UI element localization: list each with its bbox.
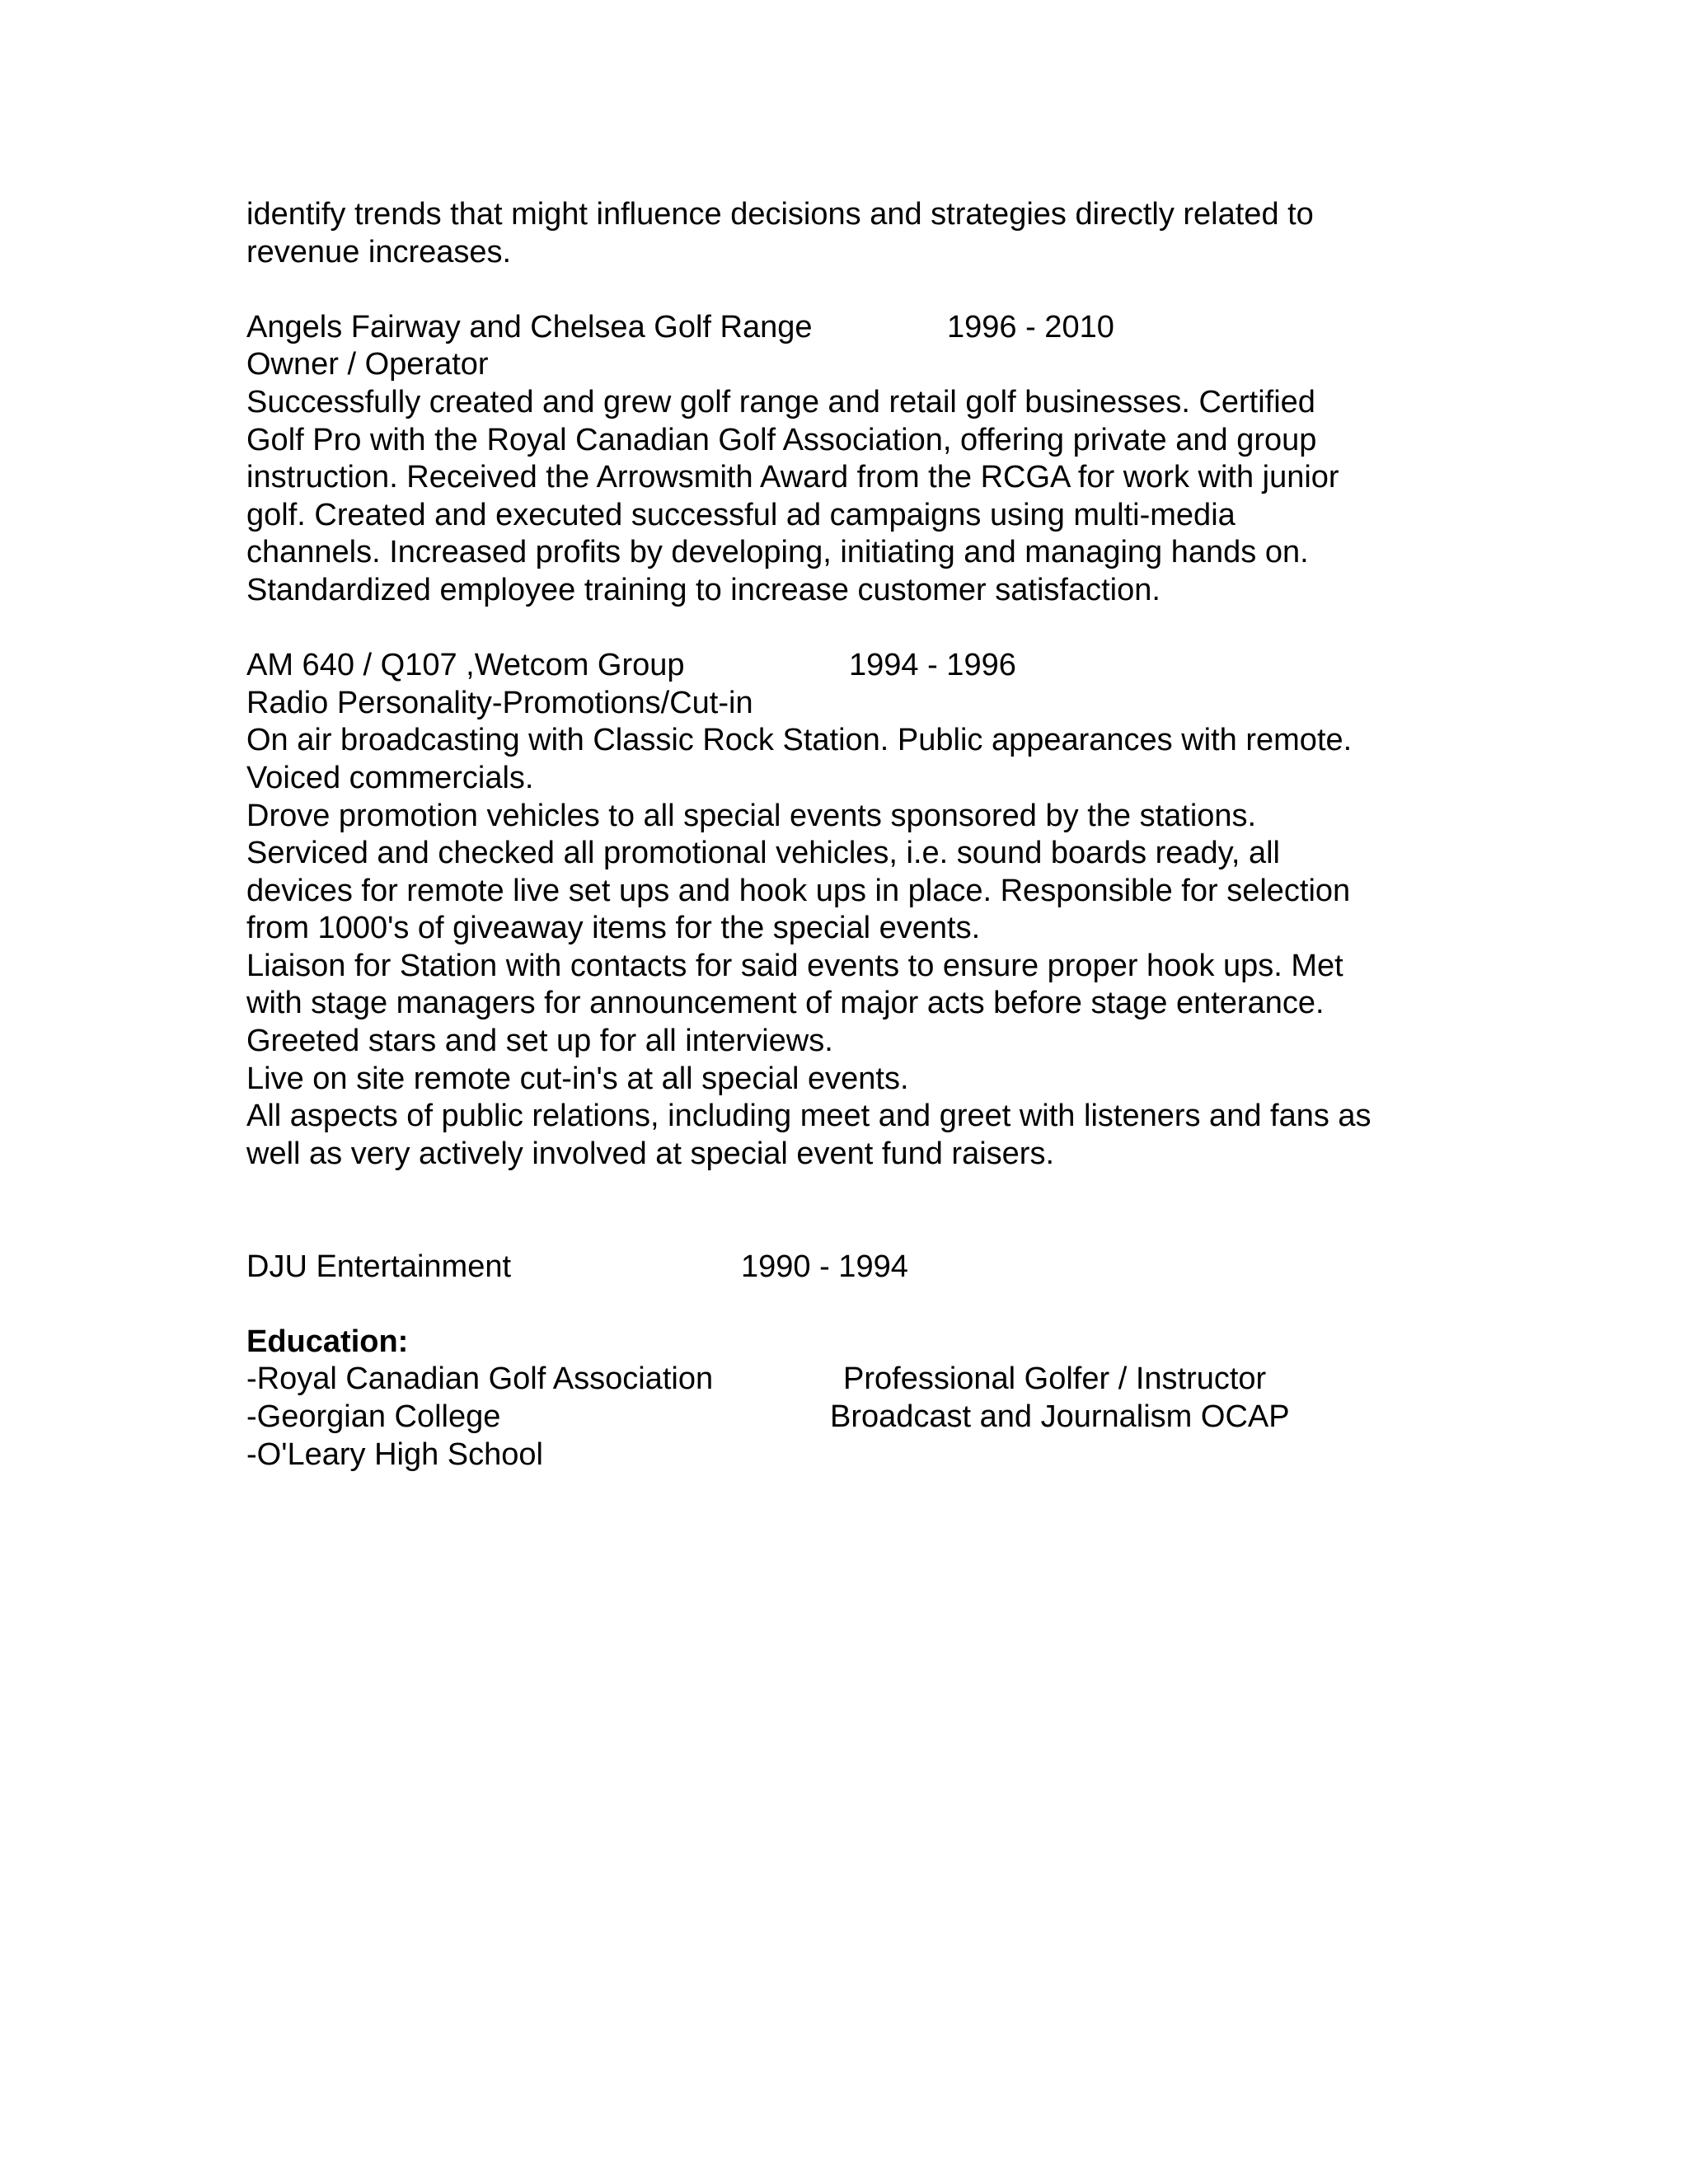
job-entry-dju-entertainment [246, 1249, 1466, 1286]
education-school: -O'Leary High School [246, 1436, 543, 1472]
education-entry [246, 1399, 1466, 1436]
text-line: Golf Pro with the Royal Canadian Golf Association, offering private and group [246, 422, 1317, 457]
text-line: Live on site remote cut-in's at all special events. [246, 1061, 909, 1096]
job-dates: 1994 - 1996 [849, 648, 1016, 683]
job-dates: 1990 - 1994 [741, 1249, 908, 1284]
text-line: revenue increases. [246, 234, 512, 269]
resume-content [246, 196, 1466, 1474]
education-program: Professional Golfer / Instructor [843, 1361, 1267, 1397]
text-line: instruction. Received the Arrowsmith Award from the RCGA for work with junior [246, 460, 1339, 495]
education-entry [246, 1436, 1466, 1474]
education-school: -Royal Canadian Golf Association [246, 1361, 714, 1397]
job-title: Radio Personality-Promotions/Cut-in [246, 685, 753, 720]
text-line: Drove promotion vehicles to all special events sponsored by the stations. [246, 798, 1257, 833]
text-line: Serviced and checked all promotional vehicles, i.e. sound boards ready, all [246, 836, 1280, 871]
text-line: devices for remote live set ups and hook ups in place. Responsible for selection [246, 873, 1351, 908]
text-line: Standardized employee training to increase customer satisfaction. [246, 572, 1160, 607]
job-title: Owner / Operator [246, 347, 489, 382]
text-line: Voiced commercials. [246, 760, 534, 795]
text-line: Greeted stars and set up for all interviews. [246, 1024, 833, 1059]
education-entry [246, 1361, 1466, 1399]
job-company: Angels Fairway and Chelsea Golf Range [246, 309, 813, 344]
text-line: identify trends that might influence decisions and strategies directly related to [246, 197, 1314, 232]
text-line: golf. Created and executed successful ad campaigns using multi-media [246, 497, 1236, 532]
job-company: AM 640 / Q107 ,Wetcom Group [246, 648, 685, 683]
text-line: well as very actively involved at special event fund raisers. [246, 1136, 1055, 1171]
education-program: Broadcast and Journalism OCAP [830, 1399, 1290, 1434]
intro-paragraph [246, 196, 1466, 271]
text-line: from 1000's of giveaway items for the special events. [246, 911, 981, 946]
education-school: -Georgian College [246, 1399, 501, 1434]
education-heading: Education: [246, 1324, 409, 1359]
job-header [246, 647, 1466, 685]
text-line: with stage managers for announcement of major acts before stage enterance. [246, 986, 1325, 1021]
job-dates: 1996 - 2010 [947, 309, 1114, 344]
education-section [246, 1324, 1466, 1474]
text-line: Liaison for Station with contacts for said events to ensure proper hook ups. Met [246, 948, 1343, 983]
text-line: On air broadcasting with Classic Rock Station. Public appearances with remote. [246, 723, 1353, 758]
text-line: All aspects of public relations, including meet and greet with listeners and fans as [246, 1099, 1372, 1134]
job-header [246, 309, 1466, 347]
job-entry-am640-q107 [246, 647, 1466, 1173]
text-line: channels. Increased profits by developing, initiating and managing hands on. [246, 535, 1309, 570]
text-line: Successfully created and grew golf range and retail golf businesses. Certified [246, 384, 1315, 419]
job-entry-angels-fairway [246, 309, 1466, 610]
job-header [246, 1249, 1466, 1286]
job-company: DJU Entertainment [246, 1249, 512, 1284]
